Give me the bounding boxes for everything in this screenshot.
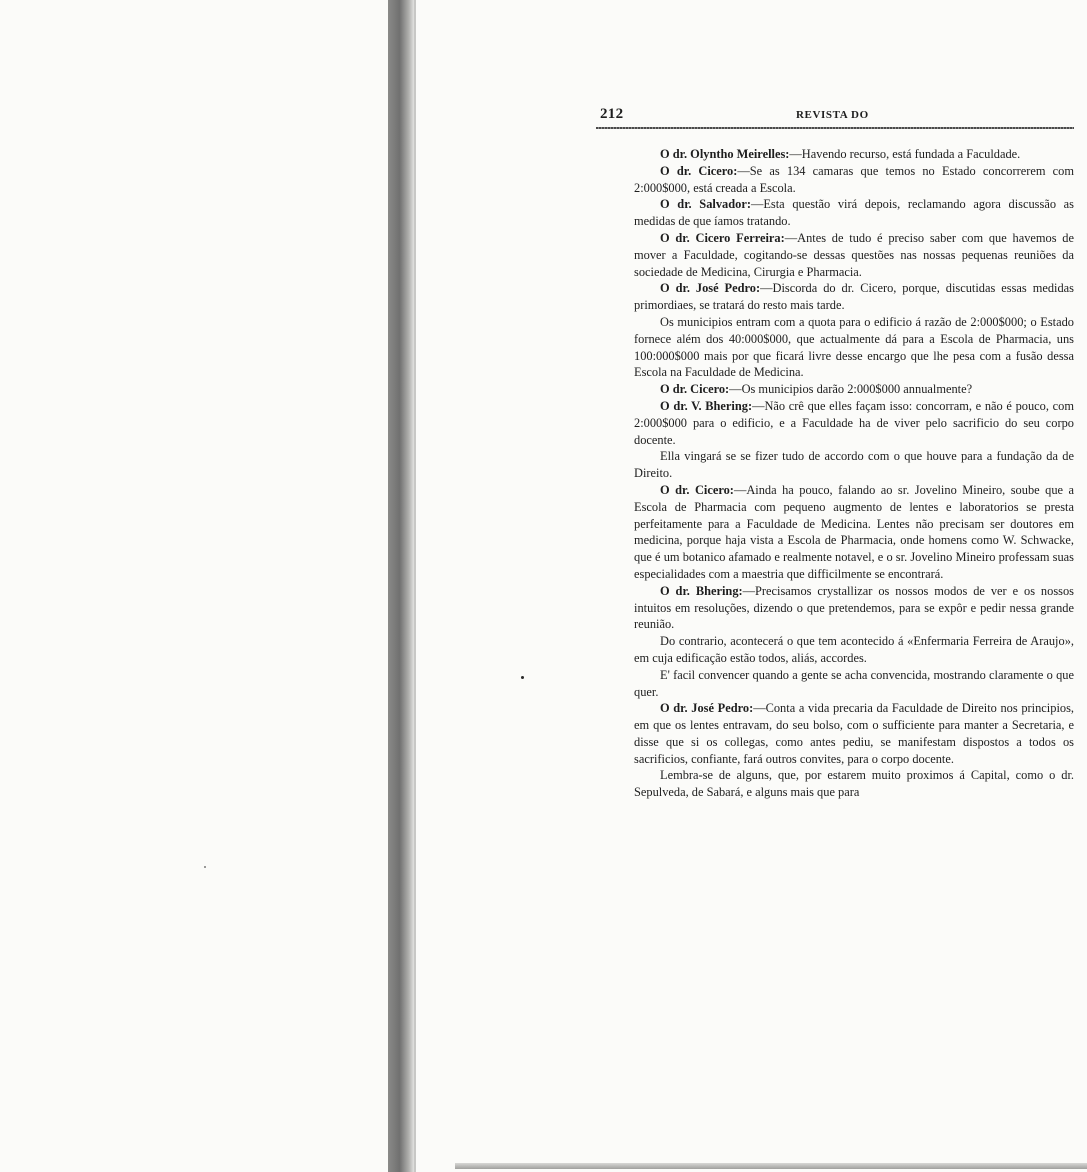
paragraph-text: —Discorda do dr. Cicero, porque, discutidas essas medidas primordiaes, se tratará do resto mais tarde. (634, 281, 1074, 313)
paragraph (634, 767, 1074, 801)
paragraph (634, 163, 1074, 197)
speaker-name: O dr. José Pedro: (660, 281, 761, 296)
header-rule (596, 127, 1074, 129)
speaker-name: O dr. Salvador: (660, 197, 751, 212)
text-column (634, 146, 1074, 801)
paragraph (634, 583, 1074, 633)
paragraph (634, 700, 1074, 767)
paragraph-text: Lembra-se de alguns, que, por estarem muito proximos á Capital, como o dr. Sepulveda, de Sabará, e alguns mais que para (634, 768, 1074, 800)
speaker-name: O dr. Cicero: (660, 482, 734, 497)
paragraph (634, 482, 1074, 583)
paragraph (634, 230, 1074, 280)
speaker-name: O dr. Cicero: (660, 163, 738, 178)
page-header (596, 106, 1074, 128)
paragraph-text: Ella vingará se se fizer tudo de accordo com o que houve para a fundação da de Direito. (634, 449, 1074, 481)
paragraph-text: Os municipios entram com a quota para o edificio á razão de 2:000$000; o Estado fornece além dos 40:000$000, que actualmente dá para a Escola de Pharmacia, uns 100:000$000 mais por que ficará livre desse encargo que lhe pesa com a fusão dessa Escola na Faculdade de Medicina. (634, 314, 1074, 380)
paragraph (634, 398, 1074, 448)
paragraph (634, 196, 1074, 230)
paragraph-text: —Ainda ha pouco, falando ao sr. Jovelino Mineiro, soube que a Escola de Pharmacia com pequeno augmento de lentes e laboratorios se presta perfeitamente para a Faculdade de Medicina. Lentes não precisam ser doutores em medicina, porque haja vista a Escola de Pharmacia, onde homens como W. Schwacke, que é um botanico afamado e realmente notavel, e o sr. Jovelino Mineiro professam suas especialidades com a maestria que difficilmente se encontrará. (634, 482, 1074, 581)
paragraph-text: —Se as 134 camaras que temos no Estado concorrerem com 2:000$000, está creada a Escola. (634, 163, 1075, 195)
running-title: REVISTA DO (796, 109, 869, 121)
paragraph-text: —Esta questão virá depois, reclamando agora discussão as medidas de que íamos tratando. (634, 197, 1074, 229)
paragraph (634, 667, 1074, 701)
paragraph-text: E' facil convencer quando a gente se acha convencida, mostrando claramente o que quer. (634, 667, 1074, 699)
speaker-name: O dr. José Pedro: (660, 701, 754, 716)
paragraph (634, 280, 1074, 314)
page-bottom-edge (455, 1163, 1087, 1169)
paragraph-text: —Precisamos crystallizar os nossos modos de ver e os nossos intuitos em resoluções, dizendo o que pretendemos, para se expôr e pedir nessa grande reunião. (634, 583, 1074, 632)
paragraph-text: —Antes de tudo é preciso saber com que havemos de mover a Faculdade, cogitando-se dessas questões nas nossas pequenas reuniões da sociedade de Medicina, Cirurgia e Pharmacia. (634, 230, 1075, 279)
paragraph (634, 381, 1074, 398)
speaker-name: O dr. Cicero: (660, 382, 730, 397)
page-number: 212 (600, 106, 624, 122)
book-gutter-shadow (388, 0, 414, 1172)
paragraph (634, 314, 1074, 381)
paragraph-text: —Conta a vida precaria da Faculdade de Direito nos principios, em que os lentes entravam, do seu bolso, com o sufficiente para manter a Secretaria, e disse que si os collegas, como antes pediu, se manifestam dispostos a todos os sacrificios, confiante, fará outros convites, para o corpo docente. (634, 701, 1074, 766)
ink-speck (204, 866, 206, 868)
paragraph (634, 633, 1074, 667)
speaker-name: O dr. V. Bhering: (660, 398, 753, 413)
speaker-name: O dr. Bhering: (660, 583, 743, 598)
paragraph (634, 448, 1074, 482)
paragraph-text: —Não crê que elles façam isso: concorram, e não é pouco, com 2:000$000 para o edificio, e a Faculdade ha de viver pelo sacrificio do seu corpo docente. (634, 398, 1074, 447)
ink-speck (521, 676, 524, 679)
speaker-name: O dr. Olyntho Meirelles: (660, 147, 790, 161)
paragraph-text: Do contrario, acontecerá o que tem acontecido á «Enfermaria Ferreira de Araujo», em cuja edificação estão todos, aliás, accordes. (634, 634, 1074, 665)
book-gutter-edge (414, 0, 416, 1172)
speaker-name: O dr. Cicero Ferreira: (660, 230, 785, 245)
paragraph (634, 146, 1074, 163)
paragraph-text: —Os municipios darão 2:000$000 annualmente? (729, 382, 973, 397)
paragraph-text: —Havendo recurso, está fundada a Faculdade. (789, 147, 1021, 161)
